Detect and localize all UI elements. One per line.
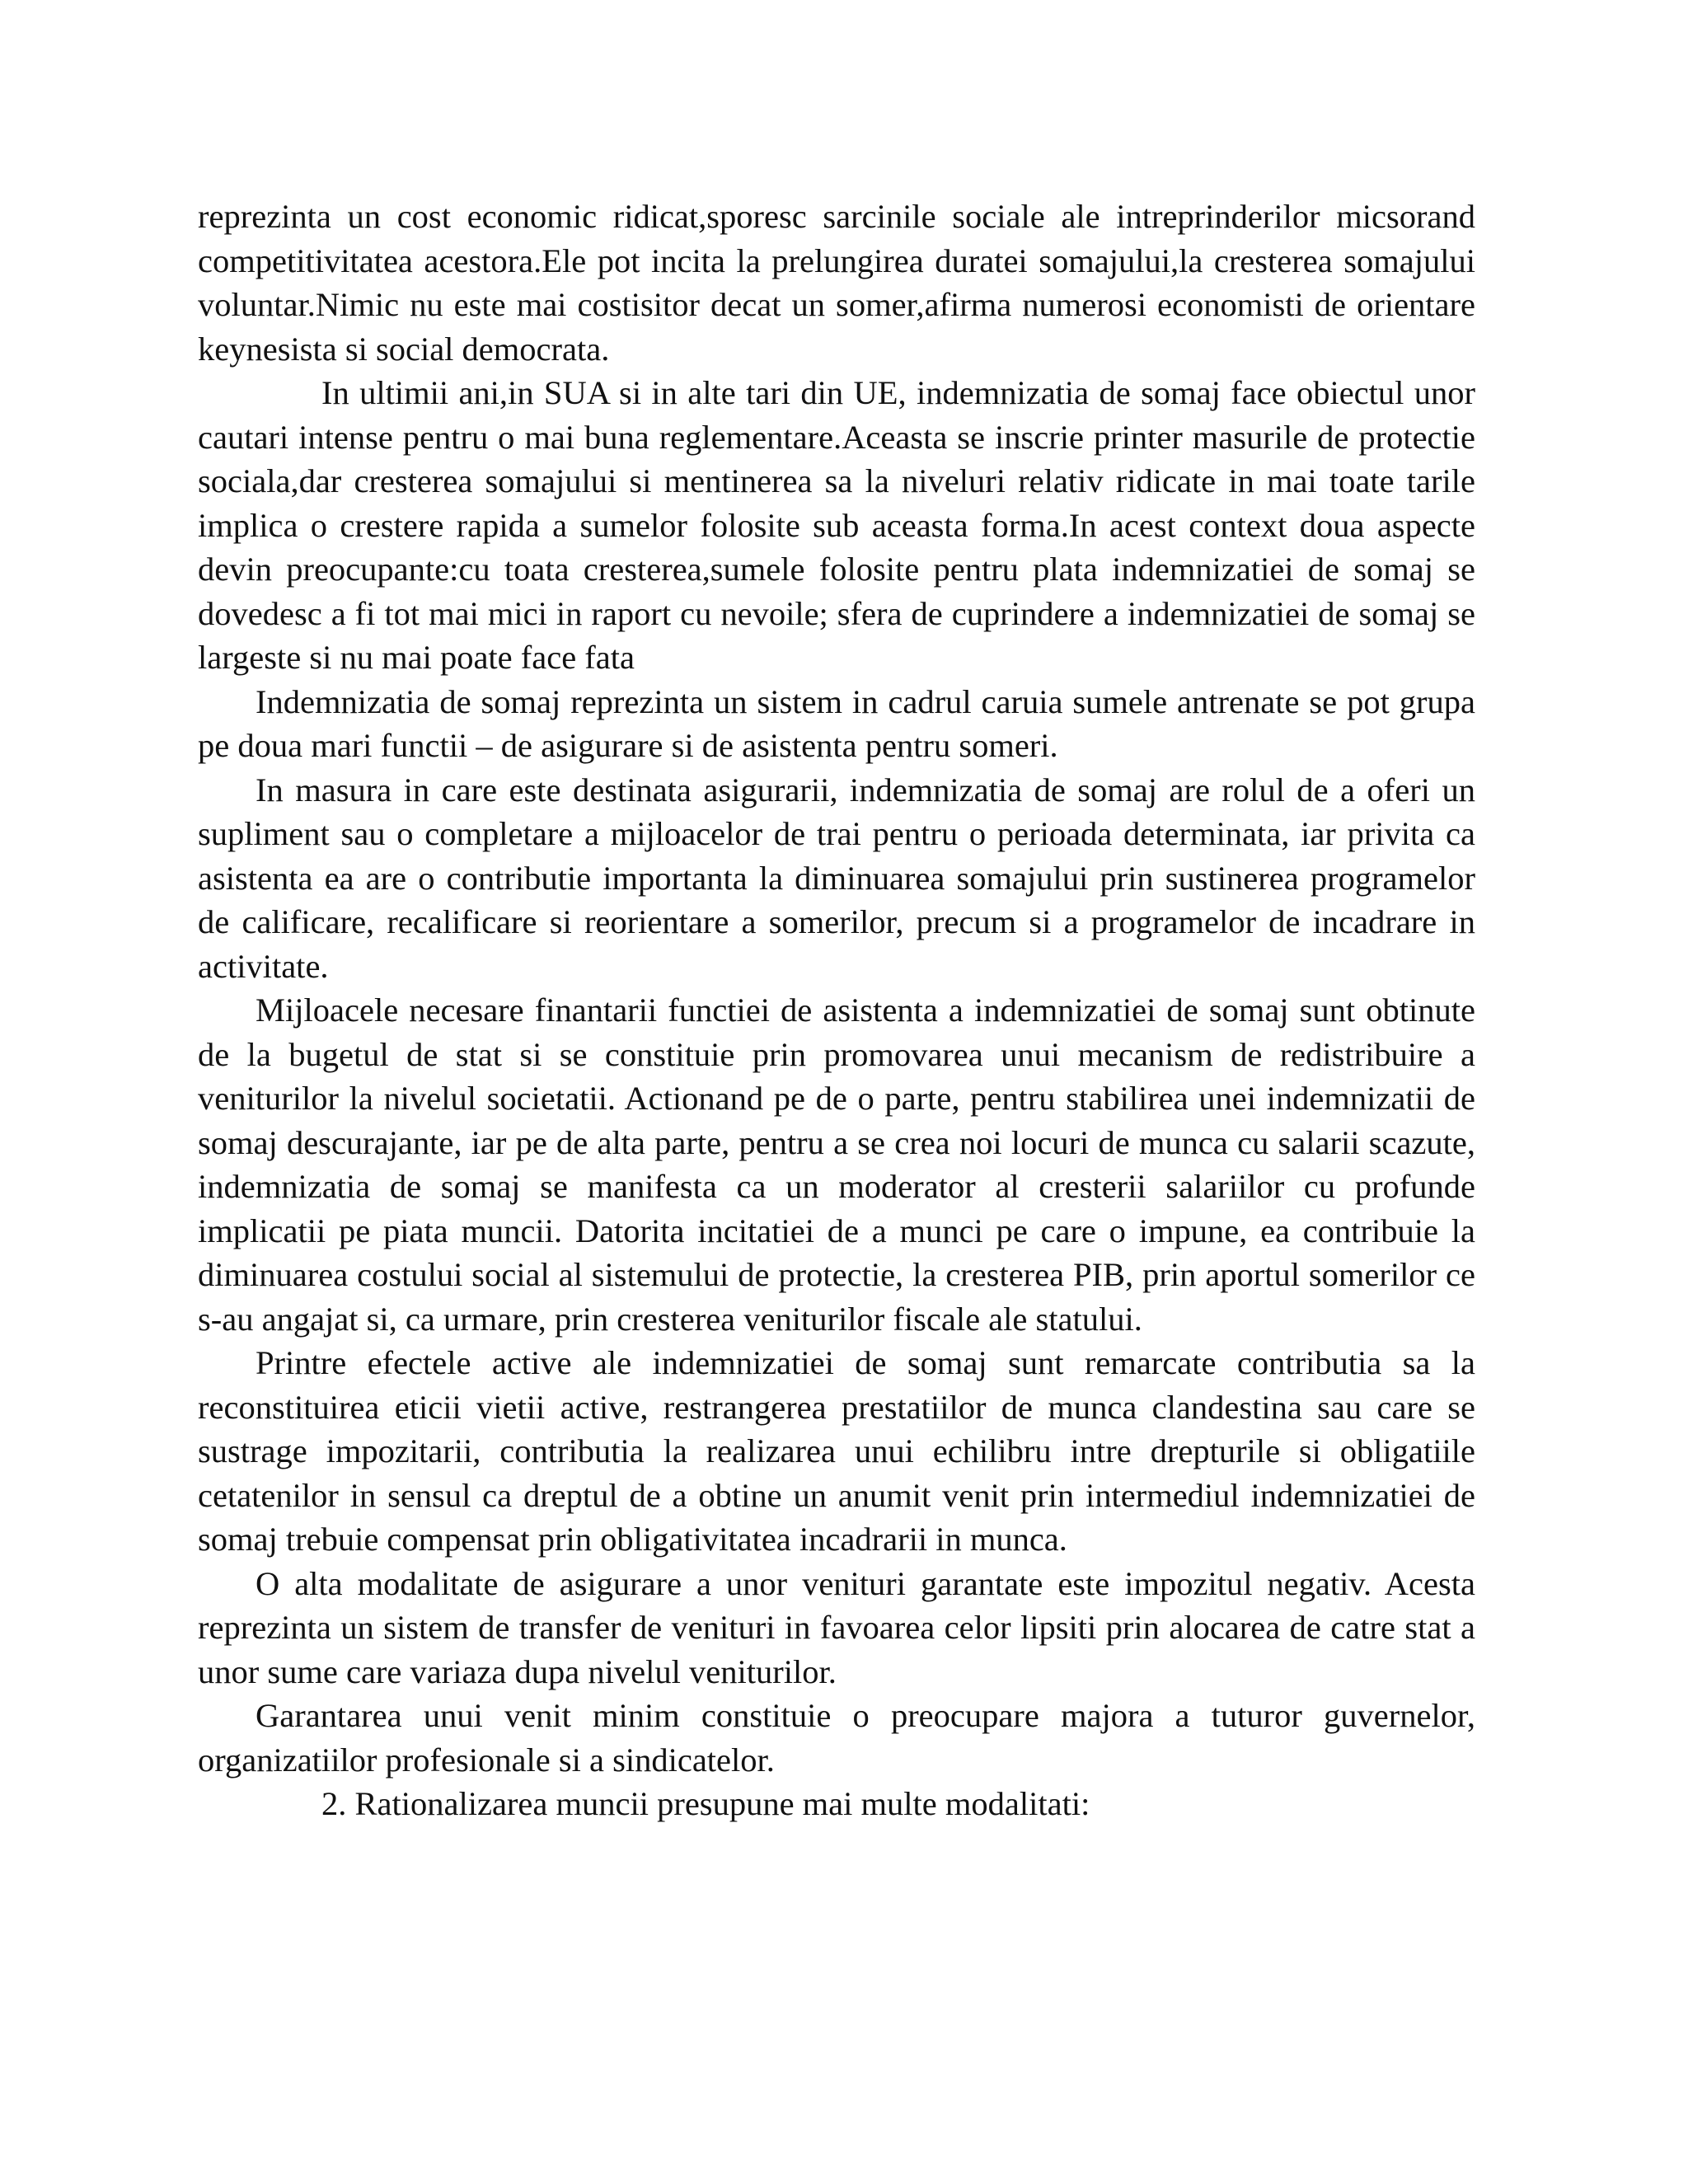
paragraph-3: Indemnizatia de somaj reprezinta un sistem in cadrul caruia sumele antrenate se pot grupa pe doua mari functii – de asigurare si de asistenta pentru someri. (198, 682, 1475, 764)
document-body (198, 194, 1475, 1826)
paragraph-2: In ultimii ani,in SUA si in alte tari din UE, indemnizatia de somaj face obiectul unor cautari intense pentru o mai buna reglementare.Aceasta se inscrie printer masurile de protectie sociala,dar cresterea somajului si mentinerea sa la niveluri relativ ridicate in mai toate tarile implica o crestere rapida a sumelor folosite sub aceasta forma.In acest context doua aspecte devin preocupante:cu toata cresterea,sumele folosite pentru plata indemnizatiei de somaj se dovedesc a fi tot mai mici in raport cu nevoile; sfera de cuprindere a indemnizatiei de somaj se largeste si nu mai poate face fata (198, 374, 1475, 676)
paragraph-4: In masura in care este destinata asigurarii, indemnizatia de somaj are rolul de a oferi un supliment sau o completare a mijloacelor de trai pentru o perioada determinata, iar privita ca asistenta ea are o contributie importanta la diminuarea somajului prin sustinerea programelor de calificare, recalificare si reorientare a somerilor, precum si a programelor de incadrare in activitate. (198, 771, 1475, 985)
paragraph-6: Printre efectele active ale indemnizatiei de somaj sunt remarcate contributia sa la reconstituirea eticii vietii active, restrangerea prestatiilor de munca clandestina sau care se sustrage impozitarii, contributia la realizarea unui echilibru intre drepturile si obligatiile cetatenilor in sensul ca dreptul de a obtine un anumit venit prin intermediul indemnizatiei de somaj trebuie compensat prin obligativitatea incadrarii in munca. (198, 1344, 1475, 1558)
paragraph-1: reprezinta un cost economic ridicat,sporesc sarcinile sociale ale intreprinderilor micsorand competitivitatea acestora.Ele pot incita la prelungirea duratei somajului,la cresterea somajului voluntar.Nimic nu este mai costisitor decat un somer,afirma numerosi economisti de orientare keynesista si social democrata. (198, 198, 1475, 368)
section-heading-2: 2. Rationalizarea muncii presupune mai multe modalitati: (321, 1785, 1090, 1822)
paragraph-5: Mijloacele necesare finantarii functiei de asistenta a indemnizatiei de somaj sunt obtinute de la bugetul de stat si se constituie prin promovarea unui mecanism de redistribuire a veniturilor la nivelul societatii. Actionand pe de o parte, pentru stabilirea unei indemnizatii de somaj descurajante, iar pe de alta parte, pentru a se crea noi locuri de munca cu salarii scazute, indemnizatia de somaj se manifesta ca un moderator al cresterii salariilor cu profunde implicatii pe piata muncii. Datorita incitatiei de a munci pe care o impune, ea contribuie la diminuarea costului social al sistemului de protectie, la cresterea PIB, prin aportul somerilor ce s-au angajat si, ca urmare, prin cresterea veniturilor fiscale ale statului. (198, 991, 1475, 1338)
paragraph-8: Garantarea unui venit minim constituie o preocupare majora a tuturor guvernelor, organizatiilor profesionale si a sindicatelor. (198, 1697, 1475, 1779)
paragraph-7: O alta modalitate de asigurare a unor venituri garantate este impozitul negativ. Acesta reprezinta un sistem de transfer de venituri in favoarea celor lipsiti prin alocarea de catre stat a unor sume care variaza dupa nivelul veniturilor. (198, 1564, 1475, 1690)
